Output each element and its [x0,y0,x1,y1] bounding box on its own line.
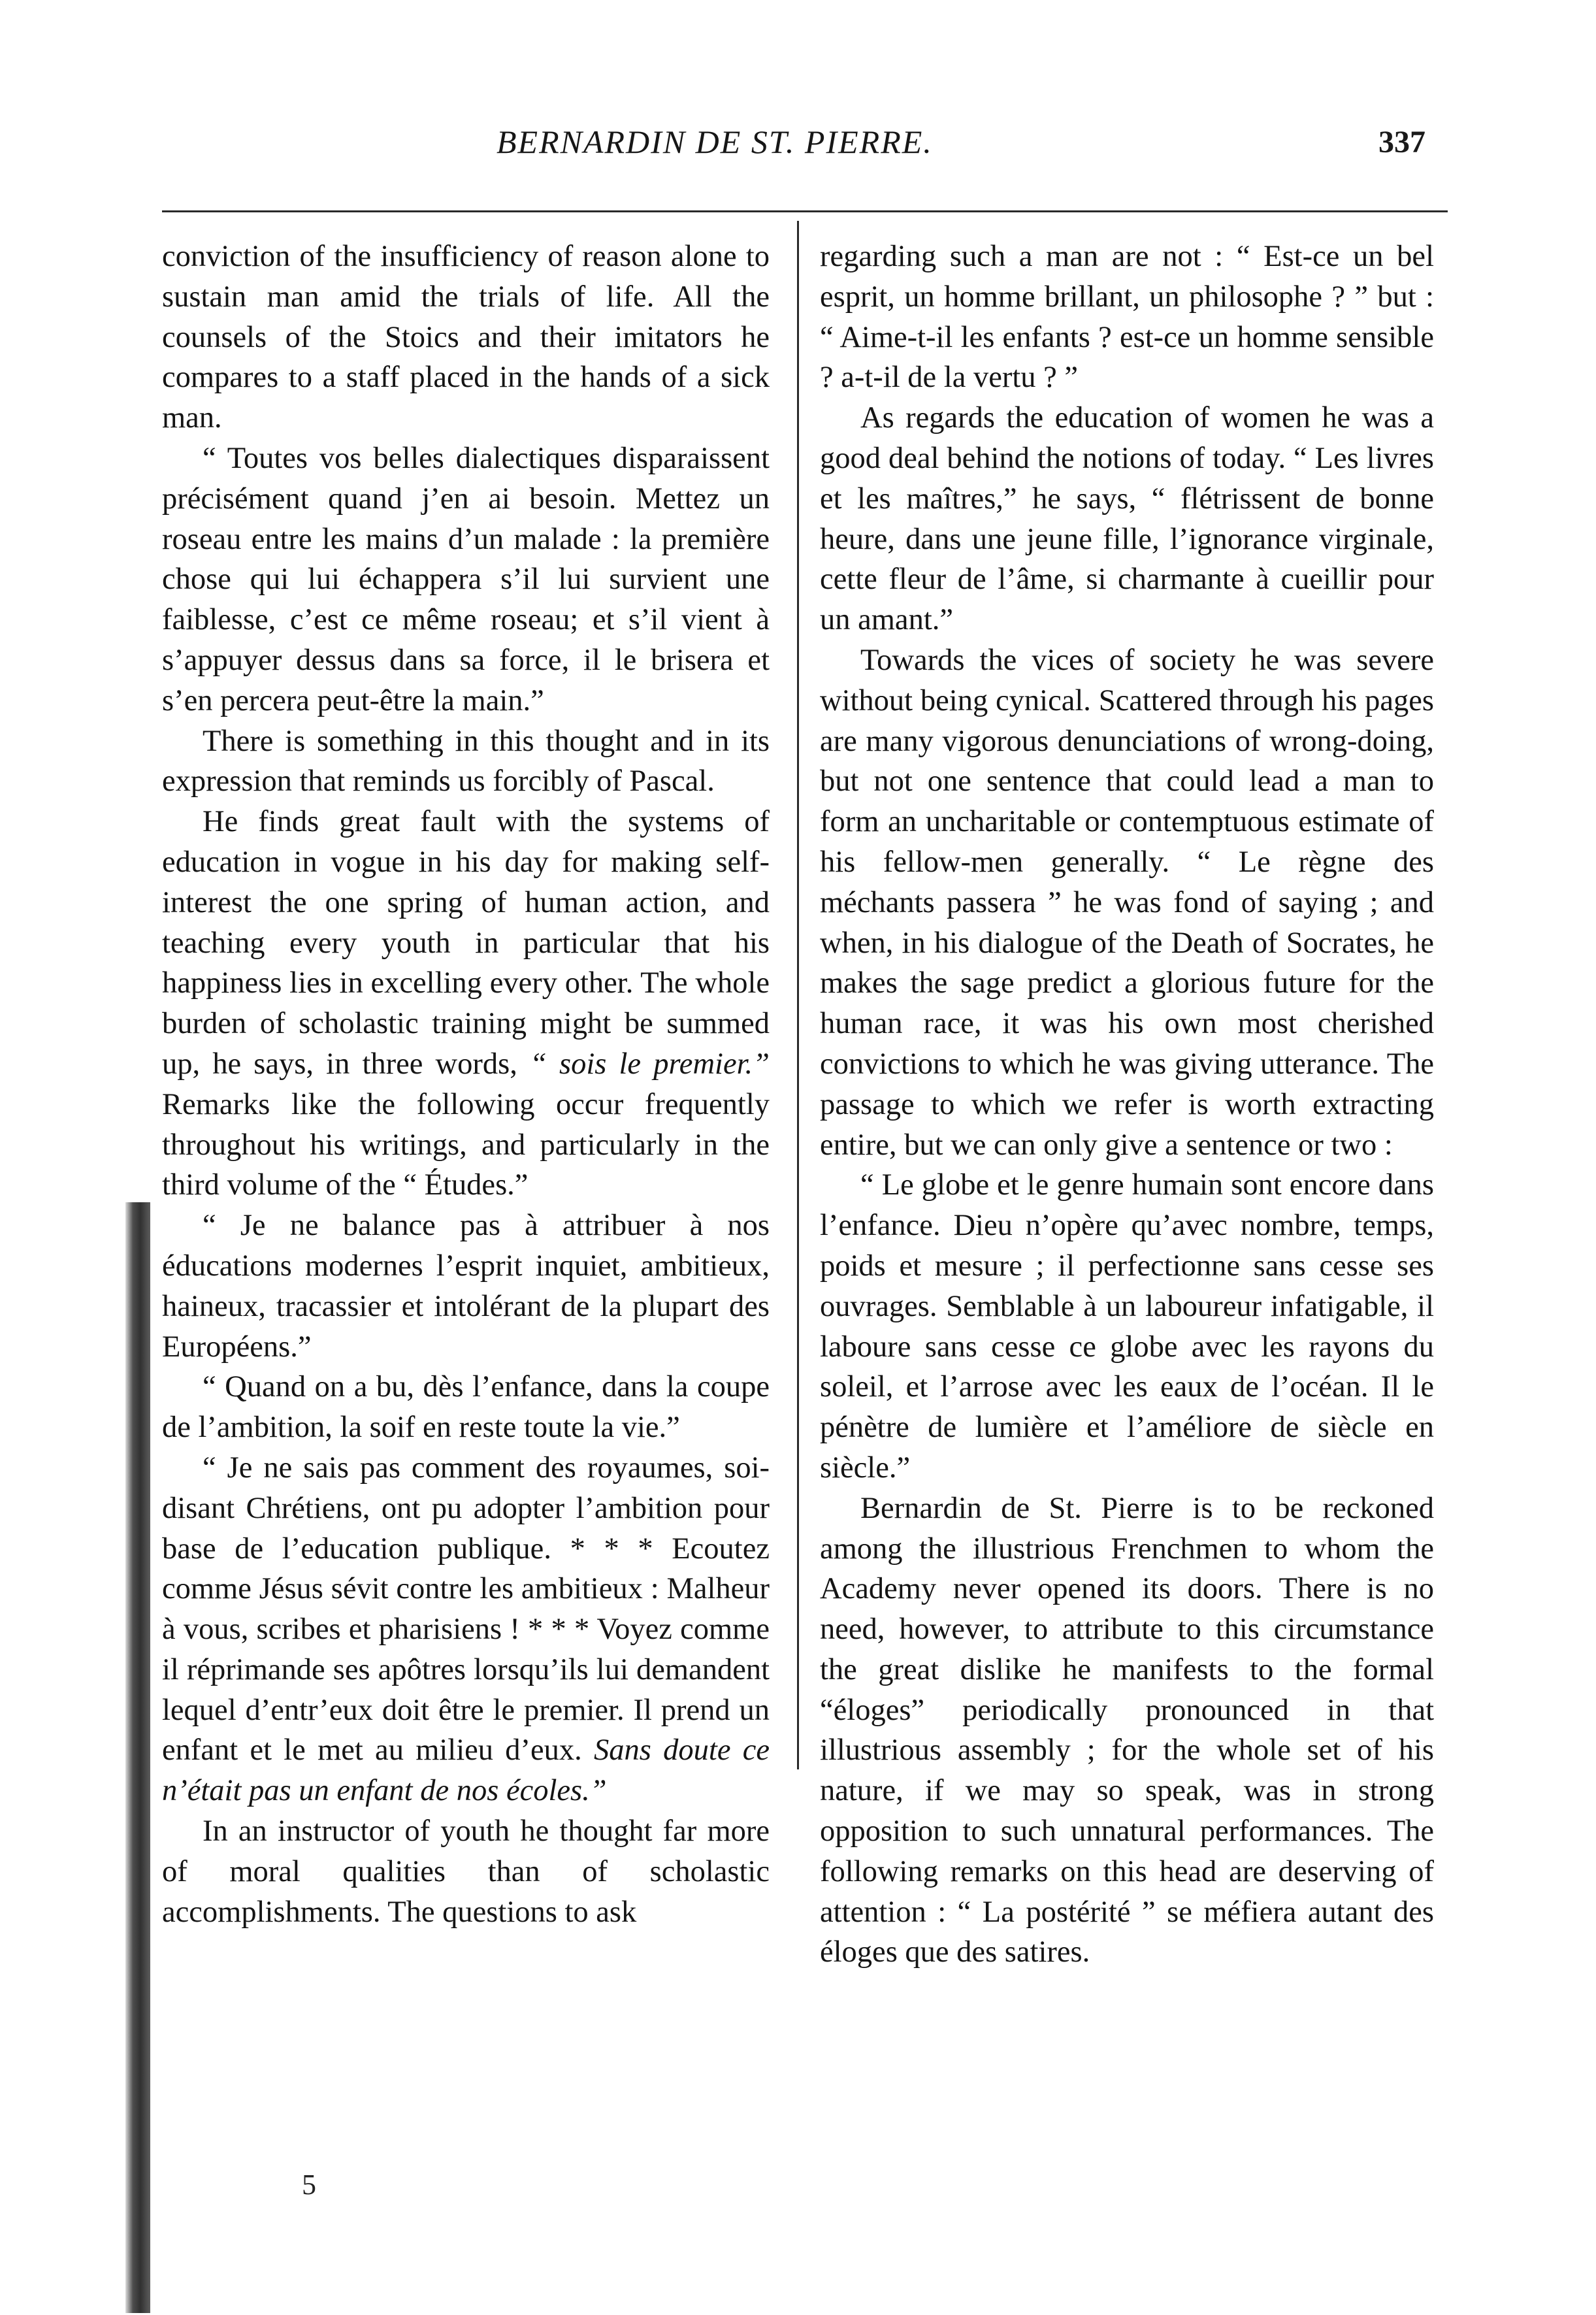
signature-mark: 5 [302,2169,316,2201]
p4-italic-quote: “ sois le premier.” [529,1047,770,1081]
right-paragraph-2: As regards the education of women he was a good deal behind the notions of today. “ Les livres et les maîtres,” he says, “ flétrissent de bonne heure, dans une jeune fille, l’ignorance virginale, cette fleur de l’âme, si charmante à cueillir pour un amant.” [820,401,1434,637]
left-paragraph-3: There is something in this thought and in its expression that reminds us forcibly of Pascal. [162,724,770,798]
p7-text-before: “ Je ne sais pas comment des royaumes, soi-disant Chrétiens, ont pu adopter l’ambition pour base de l’education publique. * * * Ecoutez comme Jésus sévit contre les ambitieux : Malheur à vous, scribes et pharisiens ! * * * Voyez comme il réprimande ses apôtres lorsqu’ils lui demandent lequel d’entr’eux doit être le premier. Il prend un enfant et le met au milieu d’eux. [162,1451,770,1767]
right-paragraph-3: Towards the vices of society he was severe without being cynical. Scattered through his pages are many vigorous denunciations of wrong-doing, but not one sentence that could lead a man to form an uncharitable or contemptuous estimate of his fellow-men generally. “ Le règne des méchants passera ” he was fond of saying ; and when, in his dialogue of the Death of Socrates, he makes the sage predict a glorious future for the human race, it was his own most cherished convictions to which he was giving utterance. The passage to which we refer is worth extracting entire, but we can only give a sentence or two : [820,643,1434,1162]
left-paragraph-1: conviction of the insufficiency of reason alone to sustain man amid the trials of life. All the counsels of the Stoics and their imitators he compares to a staff placed in the hands of a sick man. [162,240,770,435]
p4-text-after: Remarks like the following occur frequently throughout his writings, and particularly in the third volume of the “ Études.” [162,1087,770,1202]
right-column [820,237,1434,1973]
p4-text-before: He finds great fault with the systems of education in vogue in his day for making self-interest the one spring of human action, and teaching every youth in particular that his happiness lies in excelling every other. The whole burden of scholastic training might be summed up, he says, in three words, [162,805,770,1081]
right-paragraph-4: “ Le globe et le genre humain sont encore dans l’enfance. Dieu n’opère qu’avec nombre, temps, poids et mesure ; il perfectionne sans cesse ses ouvrages. Semblable à un laboureur infatigable, il laboure sans cesse ce globe avec les rayons du soleil, et l’arrose avec les eaux de l’océan. Il le pénètre de lumière et l’améliore de siècle en siècle.” [820,1168,1434,1485]
right-paragraph-5: Bernardin de St. Pierre is to be reckoned among the illustrious Frenchmen to whom the Academy never opened its doors. There is no need, however, to attribute to this circumstance the great dislike he manifests to the formal “éloges” periodically pronounced in that illustrious assembly ; for the whole set of his nature, if we may so speak, was in strong opposition to such unnatural performances. The following remarks on this head are deserving of attention : “ La postérité ” se méfiera autant des éloges que des satires. [820,1491,1434,1969]
left-paragraph-5: “ Je ne balance pas à attribuer à nos éducations modernes l’esprit inquiet, ambitieux, haineux, tracassier et intolérant de la plupart des Européens.” [162,1209,770,1364]
left-paragraph-6: “ Quand on a bu, dès l’enfance, dans la coupe de l’ambition, la soif en reste toute la vie.” [162,1370,770,1445]
left-paragraph-4 [162,802,770,1206]
right-paragraph-1: regarding such a man are not : “ Est-ce un bel esprit, un homme brillant, un philosophe ? ” but : “ Aime-t-il les enfants ? est-ce un homme sensible ? a-t-il de la vertu ? ” [820,240,1434,395]
left-paragraph-7 [162,1448,770,1811]
column-divider [797,221,799,1769]
header-rule [162,210,1448,212]
running-title: BERNARDIN DE ST. PIERRE. [497,123,933,160]
p7-italic-text: Sans doute ce n’était pas un enfant de nos écoles.” [162,1733,770,1808]
left-column [162,237,770,1932]
page-number: 337 [1378,125,1425,159]
left-paragraph-2: “ Toutes vos belles dialectiques disparaissent précisément quand j’en ai besoin. Mettez un roseau entre les mains d’un malade : la première chose qui lui échappera s’il lui survient une faiblesse, c’est ce même roseau; et s’il vient à s’appuyer dessus dans sa force, il le brisera et s’en percera peut-être la main.” [162,441,770,717]
binding-edge-shadow [125,1202,150,2313]
left-paragraph-8: In an instructor of youth he thought far more of moral qualities than of scholastic accomplishments. The questions to ask [162,1814,770,1929]
